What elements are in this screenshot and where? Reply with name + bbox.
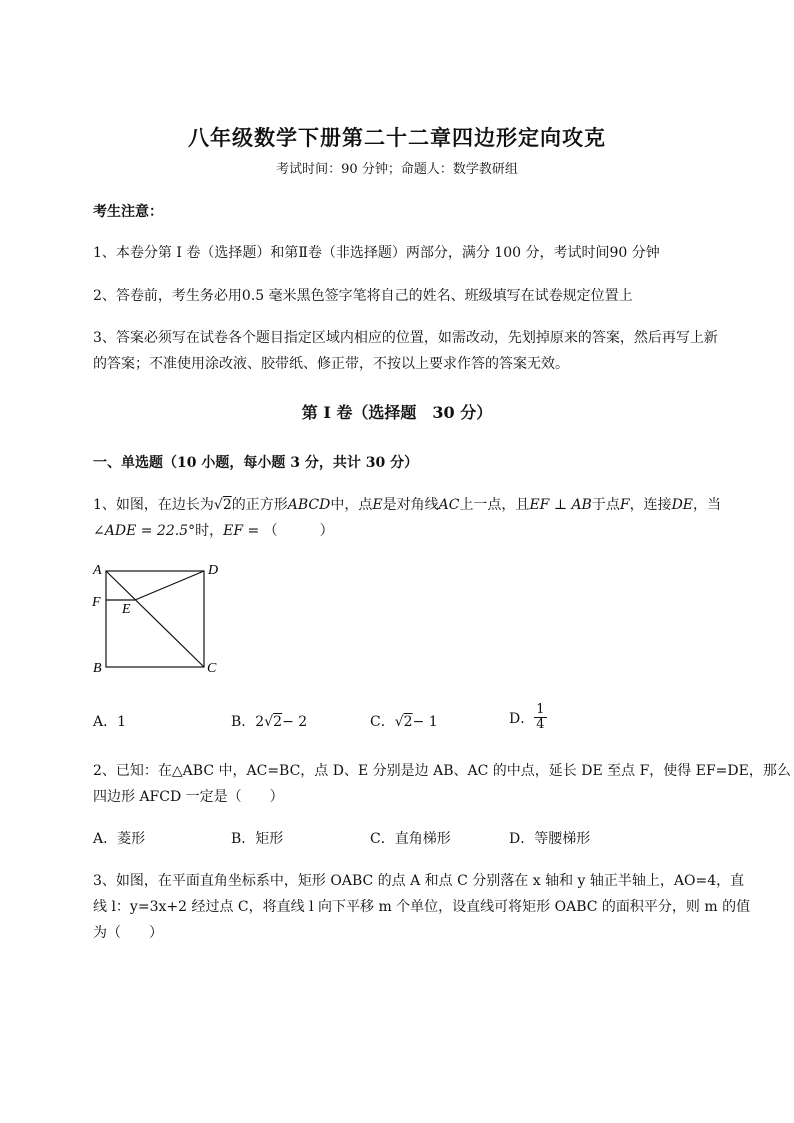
square-figure — [88, 558, 228, 680]
question-1-line-2: ∠ADE = 22.5°时，EF = （ ） — [93, 523, 334, 539]
question-3-line-1: 3、如图，在平面直角坐标系中，矩形 OABC 的点 A 和点 C 分别落在 x 轴和 y 轴正半轴上，AO=4，直 — [93, 873, 745, 889]
notice-item-3-cont: 的答案；不准使用涂改液、胶带纸、修正带，不按以上要求作答的答案无效。 — [93, 356, 569, 372]
label-f: F — [92, 595, 101, 610]
q2-option-a: A．菱形 — [93, 831, 146, 847]
notice-item-2: 2、答卷前，考生务必用0.5 毫米黑色签字笔将自己的姓名、班级填写在试卷规定位置上 — [93, 288, 633, 304]
label-e: E — [122, 602, 131, 617]
notice-heading: 考生注意： — [93, 204, 163, 220]
fraction: 1 4 — [536, 702, 545, 732]
segment-de — [135, 571, 204, 600]
question-1-line-1: 1、如图，在边长为√2的正方形ABCD中，点E是对角线AC上一点，且EF ⊥ AB于点F，连接DE，当 — [93, 497, 722, 513]
question-3-line-2: 线 l：y=3x+2 经过点 C，将直线 l 向下平移 m 个单位，设直线可将矩形 OABC 的面积平分，则 m 的值 — [93, 899, 751, 915]
q1-option-b: B．2√2− 2 — [231, 714, 308, 730]
sqrt-expression: √2 — [213, 497, 232, 513]
label-a: A — [93, 563, 102, 578]
q1-option-d: D． 1 4 — [509, 702, 545, 732]
q2-option-c: C．直角梯形 — [370, 831, 451, 847]
page-title: 八年级数学下册第二十二章四边形定向攻克 — [188, 125, 606, 150]
label-d: D — [208, 563, 219, 578]
label-b: B — [93, 661, 102, 676]
question-2-line-2: 四边形 AFCD 一定是（ ） — [93, 789, 284, 805]
q2-option-b: B．矩形 — [231, 831, 284, 847]
label-c: C — [207, 661, 217, 676]
question-2-line-1: 2、已知：在△ABC 中，AC=BC，点 D、E 分别是边 AB、AC 的中点，延长 DE 至点 F，使得 EF=DE，那么 — [93, 763, 791, 779]
notice-item-3: 3、答案必须写在试卷各个题目指定区域内相应的位置，如需改动，先划掉原来的答案，然后再写上新 — [93, 330, 718, 346]
q1-option-a: A．1 — [93, 714, 127, 730]
q1-option-c: C．√2− 1 — [370, 714, 438, 730]
notice-item-1: 1、本卷分第 I 卷（选择题）和第Ⅱ卷（非选择题）两部分，满分 100 分，考试时间90 分钟 — [93, 245, 660, 261]
part1-title: 第 I 卷（选择题 30 分） — [301, 403, 493, 422]
exam-info: 考试时间：90 分钟；命题人：数学教研组 — [276, 162, 518, 177]
q2-option-d: D．等腰梯形 — [509, 831, 591, 847]
section-heading: 一、单选题（10 小题，每小题 3 分，共计 30 分） — [93, 455, 419, 471]
question-3-line-3: 为（ ） — [93, 925, 163, 941]
diagonal-ac — [106, 571, 204, 667]
